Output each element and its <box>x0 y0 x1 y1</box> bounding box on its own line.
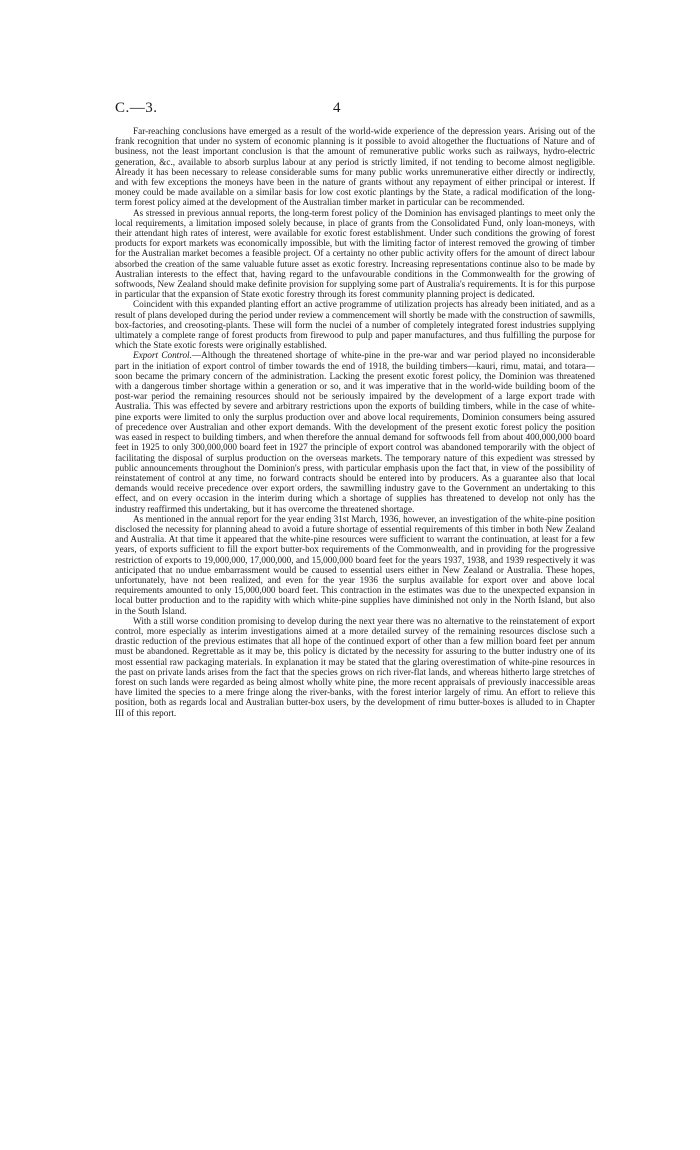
paragraph-export-control <box>115 350 595 513</box>
paragraph-text: As mentioned in the annual report for the year ending 31st March, 1936, however, an investigation of the white-pine position disclosed the necessity for planning ahead to avoid a future shortage of essential requirements of this timber in both New Zealand and Australia. At that time it appeared that the white-pine resources were sufficient to warrant the continuation, at least for a few years, of exports sufficient to fill the export butter-box requirements of the Commonwealth, and in providing for the progressive restriction of exports to 19,000,000, 17,000,000, and 15,000,000 board feet for the years 1937, 1938, and 1939 respectively it was anticipated that no undue embarrassment would be caused to essential users either in New Zealand or Australia. These hopes, unfortunately, have not been realized, and even for the year 1936 the surplus available for export over and above local requirements amounted to only 15,000,000 board feet. This contraction in the estimates was due to the unexpected expansion in local butter production and to the rapidity with which white-pine supplies have diminished not only in the North Island, but also in the South Island. <box>115 513 595 616</box>
page-number: 4 <box>333 100 341 116</box>
paragraph-depression-conclusions <box>115 126 595 208</box>
paragraph-white-pine-investigation <box>115 514 595 616</box>
paragraph-text: With a still worse condition promising to develop during the next year there was no alternative to the reinstatement of export control, more especially as interim investigations aimed at a more detailed survey of the remaining resources disclose such a drastic reduction of the previous estimates that all hope of the continued export of other than a few million board feet per annum must be abandoned. Regrettable as it may be, this policy is dictated by the necessity for assuring to the butter industry one of its most essential raw packaging materials. In explanation it may be stated that the glaring overestimation of white-pine resources in the past on private lands arises from the fact that the species grows on rich river-flat lands, and whereas hitherto large stretches of forest on such lands were regarded as being almost wholly white pine, the more recent appraisals of previously inaccessible areas have limited the species to a mere fringe along the river-banks, with the forest interior largely of rimu. An effort to relieve this position, both as regards local and Australian butter-box users, by the development of rimu butter-boxes is alluded to in Chapter III of this report. <box>115 615 595 718</box>
paragraph-text: Far-reaching conclusions have emerged as a result of the world-wide experience of the depression years. Arising out of the frank recognition that under no system of economic planning is it possible to avoid altogether the fluctuations of Nature and of business, not the least important conclusion is that the amount of remunerative public works such as railways, hydro-electric generation, &c., available to absorb surplus labour at any period is strictly limited, if not tending to become almost negligible. Already it has been necessary to release considerable sums for many public works unremunerative either directly or indirectly, and with few exceptions the moneys have been in the nature of grants without any repayment of either principal or interest. If money could be made available on a similar basis for low cost exotic plantings by the State, a radical modification of the long-term forest policy aimed at the development of the Australian timber market in particular can be recommended. <box>115 126 595 208</box>
body-text <box>115 126 595 718</box>
paragraph-reinstatement <box>115 616 595 718</box>
paragraph-lead: Export Control. <box>133 350 192 361</box>
paragraph-text: Coincident with this expanded planting effort an active programme of utilization projects has already been initiated, and as a result of plans developed during the period under review a commencement will shortly be made with the construction of sawmills, box-factories, and creosoting-plants. These will form the nuclei of a number of completely integrated forest industries supplying ultimately a complete range of forest products from firewood to pulp and paper manufactures, and thus fulfilling the purpose for which the State exotic forests were originally established. <box>115 299 595 351</box>
document-reference: C.—3. <box>115 100 158 116</box>
paragraph-utilization-projects <box>115 299 595 350</box>
paragraph-text: As stressed in previous annual reports, the long-term forest policy of the Dominion has envisaged plantings to meet only the local requirements, a limitation imposed solely because, in place of grants from the Consolidated Fund, only loan-moneys, with their attendant high rates of interest, were available for exotic forest establishment. Under such conditions the growing of forest products for export markets was economically impossible, but with the limiting factor of interest removed the growing of timber for the Australian market becomes a feasible project. Of a certainty no other public activity offers for the amount of direct labour absorbed the creation of the same valuable future asset as exotic forestry. Increasing representations continue also to be made by Australian interests to the effect that, having regard to the unfavourable conditions in the Commonwealth for the growing of softwoods, New Zealand should make definite provision for supplying some part of Australia's requirements. It is for this purpose in particular that the expansion of State exotic forestry through its forest community planning project is dedicated. <box>115 207 595 300</box>
paragraph-forest-policy <box>115 208 595 300</box>
page-header <box>115 100 595 122</box>
paragraph-text: —Although the threatened shortage of white-pine in the pre-war and war period played no inconsiderable part in the initiation of export control of timber towards the end of 1918, the building timbers—kauri, rimu, matai, and totara—soon became the primary concern of the administration. Lacking the present exotic forest policy, the Dominion was threatened with a dangerous timber shortage within a generation or so, and it was imperative that in the world-wide building boom of the post-war period the remaining resources should not be seriously impaired by the development of a large export trade with Australia. This was effected by severe and arbitrary restrictions upon the exports of building timbers, while in the case of white-pine exports were limited to only the surplus production over and above local requirements, Dominion consumers being assured of precedence over Australian and other export demands. With the development of the present exotic forest policy the position was eased in respect to building timbers, and when therefore the annual demand for softwoods fell from about 400,000,000 board feet in 1925 to only 300,000,000 board feet in 1927 the principle of export control was abandoned temporarily with the object of facilitating the disposal of surplus production on the overseas markets. The temporary nature of this expedient was stressed by public announcements throughout the Dominion's press, with particular emphasis upon the fact that, in view of the possibility of reinstatement of control at any time, no forward contracts should be entered into by producers. As a guarantee also that local demands would receive precedence over export orders, the sawmilling industry gave to the Government an undertaking to this effect, and on every occasion in the interim during which a shortage of supplies has threatened to develop not only has the industry reaffirmed this undertaking, but it has overcome the threatened shortage. <box>115 350 595 514</box>
